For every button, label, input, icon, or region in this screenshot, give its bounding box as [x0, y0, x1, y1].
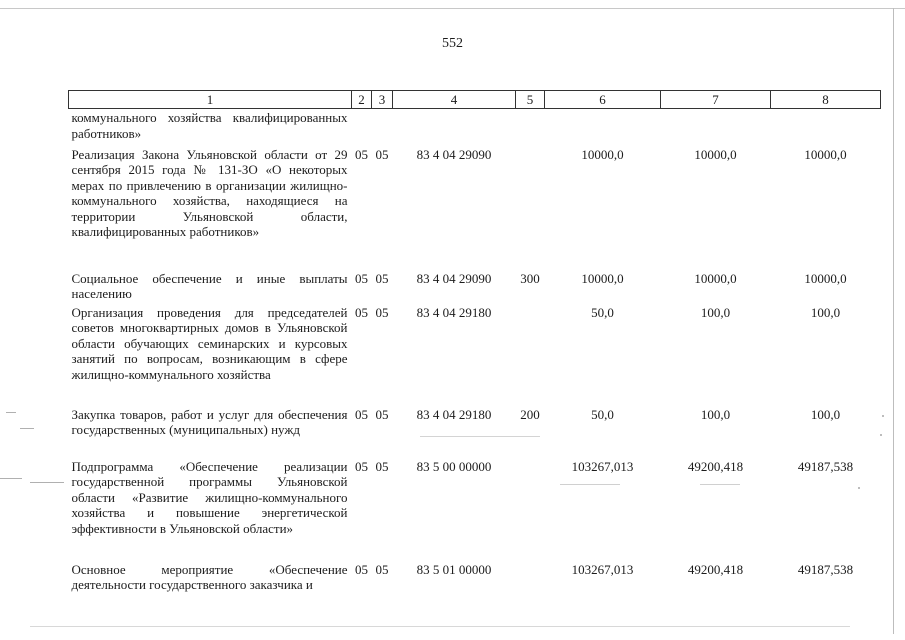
- row-section: 05: [355, 304, 368, 320]
- budget-table: [68, 90, 881, 599]
- row-name: Реализация Закона Ульяновской области от 29 сентября 2015 года № 131-ЗО «О некоторых мерах по привлечению в организации жилищно-коммунального хозяйства, находящиеся на территории Ульяновской области, квалифицированных работников»: [71, 146, 348, 240]
- scan-right-edge: [893, 8, 894, 634]
- row-section: 05: [355, 270, 368, 286]
- row-name: Основное мероприятие «Обеспечение деятельности государственного заказчика и: [71, 561, 348, 593]
- scan-artifact: [882, 415, 884, 417]
- table-row: [69, 458, 881, 561]
- row-section: 05: [355, 561, 368, 577]
- row-amount-6: 50,0: [591, 406, 614, 422]
- scan-artifact: [20, 428, 34, 429]
- table-row: [69, 146, 881, 270]
- row-section: 05: [355, 146, 368, 162]
- header-col-7: 7: [661, 91, 771, 109]
- header-col-1: 1: [69, 91, 352, 109]
- row-subsection: [372, 109, 393, 146]
- row-section: 05: [355, 458, 368, 474]
- row-amount-8: 10000,0: [804, 146, 847, 162]
- row-subsection: 05: [375, 304, 389, 320]
- row-amount-6: 103267,013: [571, 458, 634, 474]
- row-target-code: 83 4 04 29180: [416, 406, 492, 422]
- header-col-2: 2: [352, 91, 372, 109]
- table-row: [69, 304, 881, 406]
- table-row: [69, 109, 881, 146]
- row-amount-6: 10000,0: [581, 146, 624, 162]
- row-amount-6: 10000,0: [581, 270, 624, 286]
- header-col-6: 6: [545, 91, 661, 109]
- scan-artifact: [700, 484, 740, 485]
- row-amount-6: 103267,013: [571, 561, 634, 577]
- row-section: 05: [355, 406, 368, 422]
- row-amount-8: 100,0: [810, 304, 841, 320]
- row-amount-8: 49187,538: [797, 458, 854, 474]
- row-name: Организация проведения для председателей советов многоквартирных домов в Ульяновской области обучающих семинарских и курсовых занятий по вопросам, возникающим в сфере жилищно-коммунального хозяйства: [71, 304, 348, 382]
- row-subsection: 05: [375, 458, 389, 474]
- row-target-code: [393, 109, 516, 146]
- row-target-code: 83 4 04 29180: [416, 304, 492, 320]
- row-amount-7: 100,0: [700, 406, 731, 422]
- row-amount-7: 10000,0: [694, 270, 737, 286]
- row-name: Закупка товаров, работ и услуг для обеспечения государственных (муниципальных) нужд: [71, 406, 348, 438]
- row-amount-7: 100,0: [700, 304, 731, 320]
- row-expense-type: [516, 561, 545, 599]
- scan-artifact: [6, 412, 16, 413]
- table-row: [69, 270, 881, 304]
- scan-artifact: [858, 487, 860, 489]
- header-col-8: 8: [771, 91, 881, 109]
- row-amount-7: [661, 109, 771, 146]
- row-target-code: 83 4 04 29090: [416, 270, 492, 286]
- row-section: [352, 109, 372, 146]
- table-header-row: [69, 91, 881, 109]
- row-amount-7: 49200,418: [687, 561, 744, 577]
- scan-artifact: [420, 436, 540, 437]
- page-number: 552: [442, 36, 463, 51]
- scan-artifact: [30, 626, 850, 627]
- row-amount-7: 49200,418: [687, 458, 744, 474]
- scan-artifact: [880, 434, 882, 436]
- header-col-3: 3: [372, 91, 393, 109]
- header-col-5: 5: [516, 91, 545, 109]
- header-col-4: 4: [393, 91, 516, 109]
- scan-artifact: [0, 478, 22, 479]
- row-subsection: 05: [375, 270, 389, 286]
- row-expense-type: 300: [520, 270, 540, 286]
- row-amount-8: 100,0: [810, 406, 841, 422]
- row-name: Социальное обеспечение и иные выплаты населению: [71, 270, 348, 302]
- row-expense-type: [516, 146, 545, 270]
- row-name: коммунального хозяйства квалифицированных работников»: [71, 110, 348, 141]
- row-amount-8: 49187,538: [797, 561, 854, 577]
- table-row: [69, 561, 881, 599]
- row-name: Подпрограмма «Обеспечение реализации государственной программы Ульяновской области «Развитие жилищно-коммунального хозяйства и повышение энергетической эффективности в Ульяновской области»: [71, 458, 348, 536]
- row-amount-7: 10000,0: [694, 146, 737, 162]
- row-subsection: 05: [375, 561, 389, 577]
- row-subsection: 05: [375, 406, 389, 422]
- row-target-code: 83 4 04 29090: [416, 146, 492, 162]
- row-expense-type: 200: [520, 406, 540, 422]
- row-target-code: 83 5 00 00000: [416, 458, 492, 474]
- scan-top-edge: [0, 8, 905, 9]
- table-row: [69, 406, 881, 458]
- row-amount-6: 50,0: [591, 304, 614, 320]
- row-subsection: 05: [375, 146, 389, 162]
- scan-artifact: [30, 482, 64, 483]
- row-amount-8: 10000,0: [804, 270, 847, 286]
- row-amount-6: [545, 109, 661, 146]
- row-expense-type: [516, 109, 545, 146]
- row-amount-8: [771, 109, 881, 146]
- scan-artifact: [560, 484, 620, 485]
- row-expense-type: [516, 304, 545, 406]
- row-target-code: 83 5 01 00000: [416, 561, 492, 577]
- row-expense-type: [516, 458, 545, 561]
